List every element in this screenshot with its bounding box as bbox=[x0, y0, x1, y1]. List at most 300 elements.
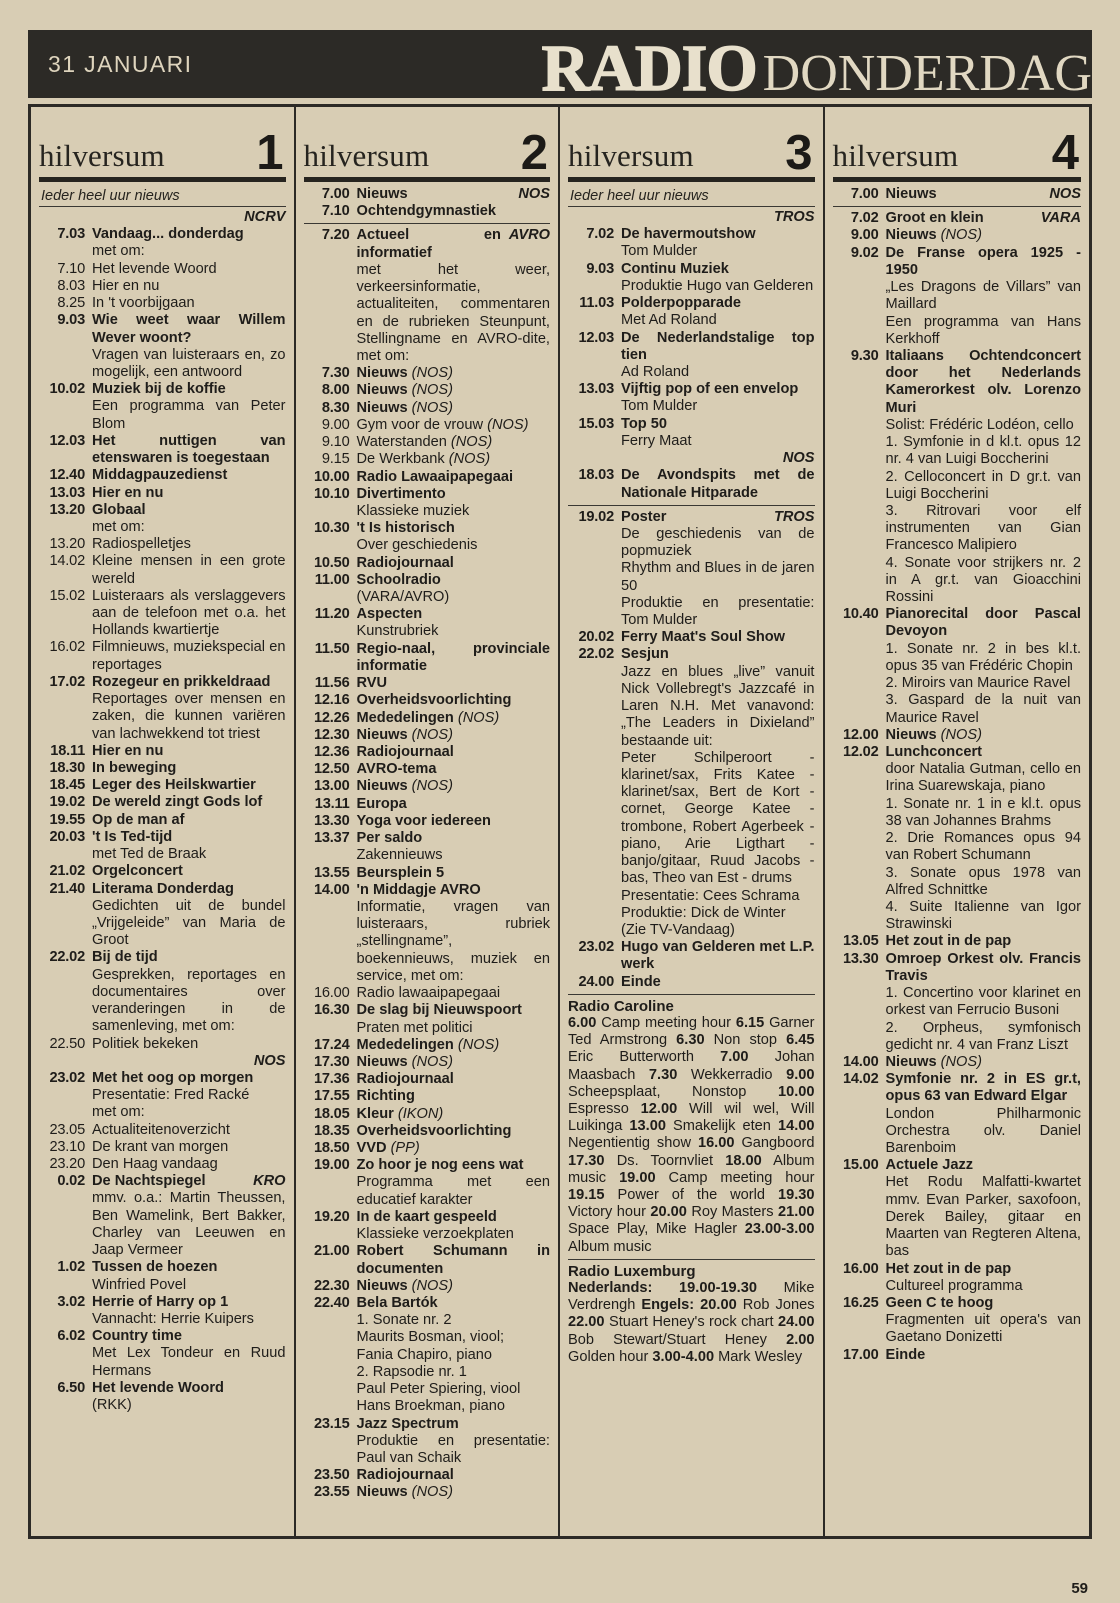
program-description: Paul Peter Spiering, viool bbox=[356, 1381, 521, 1398]
program-title: Nieuws (NOS) bbox=[356, 1053, 454, 1070]
program-row[interactable] bbox=[39, 381, 286, 398]
program-row[interactable] bbox=[568, 330, 815, 364]
program-description: Peter Schilperoort - klarinet/sax, Frits Katee - klarinet/sax, Bert de Kort - cornet, George Katee - trombone, Robert Agerbeek - piano, Arie Ligthart - banjo/gitaar, Ruud Jacobs - bas, Theo van Est - drums bbox=[621, 749, 815, 887]
program-description: Maurits Bosman, viool; bbox=[356, 1329, 505, 1346]
program-row[interactable] bbox=[39, 433, 286, 467]
program-time: 23.02 bbox=[578, 939, 614, 956]
station-name: hilversum bbox=[832, 138, 959, 173]
program-row[interactable] bbox=[304, 1416, 551, 1433]
program-time: 20.03 bbox=[49, 828, 85, 845]
program-description: 4. Sonate voor strijkers nr. 2 in A gr.t. van Gioacchini Rossini bbox=[885, 554, 1081, 606]
program-description: Produktie Hugo van Gelderen bbox=[621, 277, 814, 294]
program-row[interactable] bbox=[39, 1156, 286, 1173]
program-title: De Werkbank (NOS) bbox=[356, 451, 491, 468]
program-row[interactable] bbox=[39, 1070, 286, 1087]
program-title: Met het oog op morgen bbox=[92, 1069, 254, 1086]
program-row[interactable] bbox=[304, 1278, 551, 1295]
program-description: Een programma van Peter Blom bbox=[92, 398, 286, 432]
broadcaster-label: NOS bbox=[782, 450, 815, 467]
program-title: 't Is historisch bbox=[356, 520, 455, 537]
program-row[interactable] bbox=[39, 743, 286, 760]
program-time: 7.20 bbox=[321, 227, 350, 244]
program-row[interactable] bbox=[304, 761, 551, 778]
program-title: Overheidsvoorlichting bbox=[356, 1122, 512, 1139]
program-time: 13.03 bbox=[49, 484, 85, 501]
program-row[interactable] bbox=[304, 469, 551, 486]
program-title: Beursplein 5 bbox=[356, 864, 445, 881]
program-description: 1. Sonate nr. 2 bbox=[356, 1312, 452, 1329]
program-title: Per saldo bbox=[356, 830, 423, 847]
program-time: 23.50 bbox=[313, 1467, 350, 1484]
program-description: Met Lex Tondeur en Ruud Hermans bbox=[92, 1345, 286, 1379]
program-time: 16.30 bbox=[313, 1002, 350, 1019]
program-time: 22.40 bbox=[313, 1295, 350, 1311]
program-row[interactable] bbox=[304, 865, 551, 882]
program-time: 22.50 bbox=[49, 1035, 85, 1052]
program-time: 17.36 bbox=[313, 1071, 350, 1088]
logo-underline bbox=[568, 177, 815, 182]
program-description: 3. Ritrovari voor elf instrumenten van Gian Francesco Malipiero bbox=[885, 502, 1081, 554]
program-title: Het zout in de pap bbox=[885, 1260, 1012, 1277]
program-title: De slag bij Nieuwspoort bbox=[356, 1002, 522, 1019]
program-row[interactable] bbox=[39, 467, 286, 484]
program-description: Vannacht: Herrie Kuipers bbox=[92, 1311, 254, 1327]
program-title: Nieuws (NOS) bbox=[885, 227, 983, 244]
program-time: 15.03 bbox=[578, 415, 614, 432]
program-row[interactable] bbox=[304, 606, 551, 623]
program-time: 12.36 bbox=[313, 744, 350, 760]
program-row[interactable] bbox=[304, 675, 551, 692]
program-title: In beweging bbox=[92, 760, 177, 776]
program-row[interactable] bbox=[304, 1157, 551, 1174]
program-title: Wie weet waar Willem Wever woont? bbox=[92, 312, 286, 346]
program-title: Den Haag vandaag bbox=[92, 1156, 218, 1173]
program-description: met om: bbox=[92, 243, 145, 260]
offshore-station-schedule: 6.00 Camp meeting hour 6.15 Garner Ted Armstrong 6.30 Non stop 6.45 Eric Butterworth 7.00 Johan Maasbach 7.30 Wekkerradio 9.00 Scheepsplaat, Nonstop 10.00 Espresso 12.00 Will wil wel, Will Luikinga 13.00 Smakelijk eten 14.00 Negentientig show 16.00 Gangboord 17.30 Ds. Toornvliet 18.00 Album music 19.00 Camp meeting hour 19.15 Power of the world 19.30 Victory hour 20.00 Roy Masters 21.00 Space Play, Mike Hagler 23.00-3.00 Album music bbox=[568, 1014, 815, 1255]
program-row[interactable] bbox=[304, 710, 551, 727]
program-time: 8.03 bbox=[57, 277, 85, 294]
block-divider bbox=[568, 1259, 815, 1260]
program-row[interactable] bbox=[39, 588, 286, 640]
masthead bbox=[28, 30, 1092, 98]
program-title: Top 50 bbox=[621, 415, 667, 432]
program-row[interactable] bbox=[833, 210, 1082, 227]
program-description: Klassieke verzoekplaten bbox=[356, 1226, 514, 1243]
program-row[interactable] bbox=[304, 1054, 551, 1071]
program-row[interactable] bbox=[39, 777, 286, 794]
program-description: 1. Sonate nr. 1 in e kl.t. opus 38 van Johannes Brahms bbox=[885, 795, 1081, 829]
program-time: 12.03 bbox=[578, 329, 614, 346]
program-title: Radio lawaaipapegaai bbox=[356, 985, 501, 1002]
program-row[interactable] bbox=[304, 641, 551, 675]
program-row[interactable] bbox=[39, 536, 286, 553]
program-row[interactable] bbox=[39, 295, 286, 312]
program-time: 19.02 bbox=[578, 508, 614, 525]
station-name: hilversum bbox=[568, 138, 694, 173]
program-row[interactable] bbox=[39, 760, 286, 777]
program-row[interactable] bbox=[304, 778, 551, 795]
program-title: Actuele Jazz bbox=[885, 1157, 974, 1174]
program-description: Produktie en presentatie: Paul van Schaik bbox=[356, 1432, 550, 1466]
program-row[interactable] bbox=[304, 1123, 551, 1140]
program-time: 13.20 bbox=[49, 536, 85, 553]
station-number: 3 bbox=[785, 126, 813, 181]
program-time: 14.00 bbox=[842, 1053, 879, 1070]
program-title: Nieuws (NOS) bbox=[885, 726, 983, 743]
program-row[interactable] bbox=[304, 227, 551, 261]
program-row[interactable] bbox=[568, 295, 815, 312]
program-description: Presentatie: Cees Schrama bbox=[621, 887, 800, 904]
program-time: 13.03 bbox=[578, 381, 614, 398]
program-description: 1. Concertino voor klarinet en orkest van Ferrucio Busoni bbox=[885, 985, 1081, 1019]
program-title: De Franse opera 1925 - 1950 bbox=[885, 244, 1081, 278]
program-time: 10.30 bbox=[313, 520, 350, 537]
program-title: Nieuws (NOS) bbox=[885, 1053, 983, 1070]
program-row[interactable] bbox=[39, 312, 286, 346]
program-row[interactable] bbox=[304, 520, 551, 537]
masthead-title-day: DONDERDAG bbox=[762, 45, 1092, 98]
program-title: Lunchconcert bbox=[885, 744, 982, 760]
program-row[interactable] bbox=[833, 1054, 1082, 1071]
program-time: 10.10 bbox=[313, 485, 350, 502]
program-description: Winfried Povel bbox=[92, 1276, 187, 1293]
program-row[interactable] bbox=[833, 1295, 1082, 1312]
page-number: 59 bbox=[1071, 1580, 1088, 1597]
program-title: Radio Lawaaipapegaai bbox=[356, 468, 514, 485]
program-row[interactable] bbox=[304, 813, 551, 830]
program-row[interactable] bbox=[568, 416, 815, 433]
program-row[interactable] bbox=[833, 227, 1082, 244]
broadcaster-inline: NOS bbox=[518, 186, 550, 202]
program-row[interactable] bbox=[304, 451, 551, 468]
program-row[interactable] bbox=[39, 226, 286, 243]
program-time: 23.05 bbox=[49, 1121, 85, 1138]
program-title: Nieuws (NOS) bbox=[356, 1277, 454, 1294]
program-title: Het zout in de pap bbox=[885, 933, 1012, 950]
program-description: Programma met een educatief karakter bbox=[356, 1174, 550, 1208]
program-row[interactable] bbox=[39, 1173, 286, 1190]
program-row[interactable] bbox=[39, 812, 286, 829]
program-row[interactable] bbox=[39, 829, 286, 846]
program-time: 7.30 bbox=[321, 365, 350, 382]
program-description: Reportages over mensen en zaken, die kunnen variëren van lachwekkend tot triest bbox=[92, 691, 286, 742]
station-logo-3 bbox=[568, 113, 815, 181]
program-row[interactable] bbox=[833, 951, 1082, 985]
program-description: 4. Suite Italienne van Igor Strawinski bbox=[885, 898, 1081, 933]
program-row[interactable] bbox=[304, 486, 551, 503]
station-column-3 bbox=[560, 107, 825, 1536]
program-title: Radiojournaal bbox=[356, 744, 454, 760]
program-description: Fania Chapiro, piano bbox=[356, 1346, 492, 1363]
station-column-1 bbox=[31, 107, 296, 1536]
program-description: Gedichten uit de bundel „Vrijgeleide” van Maria de Groot bbox=[92, 897, 286, 949]
program-row[interactable] bbox=[39, 278, 286, 295]
program-time: 23.15 bbox=[313, 1415, 350, 1432]
program-row[interactable] bbox=[39, 1294, 286, 1311]
program-row[interactable] bbox=[304, 1088, 551, 1105]
program-row[interactable] bbox=[39, 1380, 286, 1397]
program-title: Einde bbox=[621, 973, 661, 990]
program-row[interactable] bbox=[568, 646, 815, 663]
program-time: 18.30 bbox=[49, 760, 85, 776]
program-title: NOS Nieuws bbox=[356, 186, 550, 202]
program-title: Actualiteitenoverzicht bbox=[92, 1121, 230, 1138]
program-row[interactable] bbox=[304, 744, 551, 761]
program-description: Ad Roland bbox=[621, 363, 690, 380]
program-row[interactable] bbox=[568, 939, 815, 973]
program-row[interactable] bbox=[568, 974, 815, 991]
program-time: 21.40 bbox=[49, 880, 85, 897]
program-row[interactable] bbox=[39, 1328, 286, 1345]
program-time: 21.00 bbox=[313, 1243, 350, 1260]
program-row[interactable] bbox=[304, 400, 551, 417]
program-time: 9.10 bbox=[321, 434, 350, 451]
program-title: Politiek bekeken bbox=[92, 1035, 199, 1052]
program-row[interactable] bbox=[833, 1347, 1082, 1364]
program-row[interactable] bbox=[39, 794, 286, 811]
program-row[interactable] bbox=[833, 727, 1082, 744]
program-description: Klassieke muziek bbox=[356, 502, 470, 519]
program-title: Op de man af bbox=[92, 811, 185, 828]
program-title: Hier en nu bbox=[92, 484, 164, 501]
program-time: 23.20 bbox=[49, 1156, 85, 1173]
program-time: 22.02 bbox=[49, 949, 85, 966]
program-row[interactable] bbox=[304, 692, 551, 709]
program-description: Praten met politici bbox=[356, 1019, 473, 1036]
program-row[interactable] bbox=[833, 933, 1082, 950]
program-title: Bij de tijd bbox=[92, 949, 158, 966]
program-time: 11.50 bbox=[314, 640, 350, 657]
program-description: met om: bbox=[92, 518, 145, 535]
program-title: Vandaag... donderdag bbox=[92, 226, 244, 243]
program-row[interactable] bbox=[304, 1243, 551, 1277]
program-title: Italiaans Ochtendconcert door het Nederlands Kamerorkest olv. Lorenzo Muri bbox=[885, 347, 1081, 416]
program-row[interactable] bbox=[39, 863, 286, 880]
program-row[interactable] bbox=[304, 1295, 551, 1312]
program-description: 2. Rapsodie nr. 1 bbox=[356, 1363, 467, 1380]
program-row[interactable] bbox=[304, 830, 551, 847]
program-time: 7.10 bbox=[57, 260, 85, 277]
program-row[interactable] bbox=[304, 555, 551, 572]
program-time: 13.11 bbox=[314, 795, 350, 812]
program-row[interactable] bbox=[833, 744, 1082, 761]
logo-underline bbox=[39, 177, 286, 182]
program-title: Ochtendgymnastiek bbox=[356, 203, 496, 220]
program-time: 17.30 bbox=[313, 1053, 350, 1070]
program-time: 13.30 bbox=[842, 950, 879, 967]
program-row[interactable] bbox=[304, 985, 551, 1002]
program-title: Mededelingen (NOS) bbox=[356, 709, 500, 726]
program-title: Sesjun bbox=[621, 646, 669, 663]
program-description: Ferry Maat bbox=[621, 432, 692, 449]
program-row[interactable] bbox=[39, 1036, 286, 1053]
station-logo-4 bbox=[832, 113, 1082, 181]
program-row[interactable] bbox=[568, 261, 815, 278]
program-row[interactable] bbox=[833, 1071, 1082, 1105]
program-row[interactable] bbox=[304, 203, 551, 220]
program-row[interactable] bbox=[304, 1209, 551, 1226]
program-time: 14.00 bbox=[313, 881, 350, 898]
station-number: 4 bbox=[1051, 126, 1079, 181]
program-title: TROS Poster bbox=[621, 508, 815, 525]
program-time: 10.40 bbox=[842, 606, 879, 623]
program-time: 13.00 bbox=[313, 778, 350, 795]
program-row[interactable] bbox=[568, 467, 815, 501]
program-title: Literama Donderdag bbox=[92, 880, 234, 897]
program-time: 13.20 bbox=[49, 501, 85, 518]
program-time: 19.02 bbox=[49, 794, 85, 811]
program-row[interactable] bbox=[304, 1106, 551, 1123]
program-time: 21.02 bbox=[49, 863, 85, 880]
program-description: Solist: Frédéric Lodéon, cello bbox=[885, 416, 1074, 433]
program-title: Einde bbox=[885, 1346, 926, 1363]
program-row[interactable] bbox=[39, 485, 286, 502]
program-description: Met Ad Roland bbox=[621, 312, 717, 329]
program-description: Vragen van luisteraars en, zo mogelijk, een antwoord bbox=[92, 346, 286, 380]
program-row[interactable] bbox=[39, 261, 286, 278]
program-row[interactable] bbox=[568, 381, 815, 398]
station-number: 1 bbox=[256, 126, 284, 181]
program-row[interactable] bbox=[39, 674, 286, 691]
station-column-4 bbox=[825, 107, 1090, 1536]
program-row[interactable] bbox=[39, 502, 286, 519]
program-time: 23.10 bbox=[49, 1138, 85, 1155]
program-row[interactable] bbox=[39, 949, 286, 966]
program-description: door Natalia Gutman, cello en Irina Suarewskaja, piano bbox=[885, 761, 1081, 795]
program-title: Nieuws (NOS) bbox=[356, 399, 454, 416]
program-row[interactable] bbox=[304, 1467, 551, 1484]
program-time: 24.00 bbox=[578, 973, 614, 990]
program-title: AVRO Actueel en informatief bbox=[356, 227, 550, 261]
broadcaster-inline: NOS bbox=[1049, 186, 1081, 202]
program-row[interactable] bbox=[39, 639, 286, 673]
program-row[interactable] bbox=[304, 434, 551, 451]
program-title: In de kaart gespeeld bbox=[356, 1208, 497, 1225]
program-time: 12.16 bbox=[313, 692, 350, 709]
program-description: Hans Broekman, piano bbox=[356, 1398, 505, 1415]
program-description: Over geschiedenis bbox=[356, 537, 478, 554]
program-row[interactable] bbox=[833, 186, 1082, 203]
program-row[interactable] bbox=[304, 365, 551, 382]
program-time: 12.03 bbox=[49, 432, 85, 449]
program-title: Radiojournaal bbox=[356, 554, 454, 571]
program-title: Richting bbox=[356, 1088, 415, 1105]
program-row[interactable] bbox=[304, 1071, 551, 1088]
program-time: 7.02 bbox=[586, 226, 614, 243]
program-description: Rhythm and Blues in de jaren 50 bbox=[621, 560, 815, 594]
program-time: 16.00 bbox=[842, 1260, 879, 1277]
program-title: Luisteraars als verslaggevers aan de telefoon met o.a. het Hollands kwartiertje bbox=[92, 587, 286, 639]
program-title: Overheidsvoorlichting bbox=[356, 692, 512, 709]
program-title: Het nuttigen van etenswaren is toegestaan bbox=[92, 432, 286, 467]
program-description: Kunstrubriek bbox=[356, 623, 439, 640]
program-row[interactable] bbox=[304, 1037, 551, 1054]
program-title: Radiospelletjes bbox=[92, 536, 191, 553]
program-time: 12.02 bbox=[842, 744, 879, 760]
program-title: Omroep Orkest olv. Francis Travis bbox=[885, 950, 1081, 984]
program-description: mmv. o.a.: Martin Theussen, Ben Wamelink, Bert Bakker, Charley van Leeuwen en Jaap Vermeer bbox=[92, 1190, 286, 1259]
program-title: Pianorecital door Pascal Devoyon bbox=[885, 606, 1081, 640]
program-time: 22.30 bbox=[313, 1277, 350, 1294]
program-time: 7.10 bbox=[321, 203, 350, 220]
program-title: Robert Schumann in documenten bbox=[356, 1243, 550, 1277]
program-time: 14.02 bbox=[49, 553, 85, 570]
program-description: met Ted de Braak bbox=[92, 846, 207, 863]
program-row[interactable] bbox=[833, 348, 1082, 417]
program-description: 2. Miroirs van Maurice Ravel bbox=[885, 675, 1071, 692]
program-row[interactable] bbox=[304, 572, 551, 589]
program-row[interactable] bbox=[304, 1484, 551, 1501]
program-row[interactable] bbox=[568, 629, 815, 646]
program-time: 13.37 bbox=[313, 830, 350, 847]
program-row[interactable] bbox=[304, 882, 551, 899]
program-title: De Nederlandstalige top tien bbox=[621, 329, 815, 363]
program-row[interactable] bbox=[833, 606, 1082, 640]
program-time: 9.00 bbox=[321, 416, 350, 433]
program-row[interactable] bbox=[304, 1002, 551, 1019]
program-row[interactable] bbox=[304, 417, 551, 434]
program-time: 17.00 bbox=[842, 1346, 879, 1363]
program-row[interactable] bbox=[568, 226, 815, 243]
program-time: 16.02 bbox=[49, 639, 85, 656]
program-time: 9.02 bbox=[850, 244, 879, 261]
program-row[interactable] bbox=[39, 1122, 286, 1139]
program-row[interactable] bbox=[39, 553, 286, 587]
program-title: VVD (PP) bbox=[356, 1140, 420, 1157]
program-time: 11.20 bbox=[314, 606, 350, 623]
program-title: De havermoutshow bbox=[621, 226, 756, 243]
program-time: 19.20 bbox=[313, 1208, 350, 1225]
program-time: 9.03 bbox=[57, 312, 85, 329]
program-time: 9.00 bbox=[850, 227, 879, 244]
program-row[interactable] bbox=[304, 382, 551, 399]
program-description-note: (Zie TV-Vandaag) bbox=[621, 921, 735, 938]
program-description: 2. Celloconcert in D gr.t. van Luigi Boccherini bbox=[885, 468, 1081, 502]
program-time: 12.50 bbox=[313, 761, 350, 778]
program-title: Het levende Woord bbox=[92, 1379, 224, 1396]
program-row[interactable] bbox=[304, 1140, 551, 1157]
program-time: 23.02 bbox=[49, 1069, 85, 1086]
program-title: KRO De Nachtspiegel bbox=[92, 1173, 286, 1190]
program-title: Symfonie nr. 2 in ES gr.t, opus 63 van Edward Elgar bbox=[885, 1071, 1081, 1105]
masthead-title-group bbox=[541, 32, 1092, 98]
program-time: 17.24 bbox=[313, 1036, 350, 1053]
program-row[interactable] bbox=[39, 1259, 286, 1276]
program-row[interactable] bbox=[304, 186, 551, 203]
program-time: 10.00 bbox=[313, 468, 350, 485]
program-row[interactable] bbox=[568, 509, 815, 526]
program-time: 12.26 bbox=[313, 709, 350, 726]
station-name: hilversum bbox=[39, 138, 165, 173]
masthead-date: 31 JANUARI bbox=[48, 50, 193, 77]
program-description: Produktie: Dick de Winter bbox=[621, 904, 786, 921]
program-row[interactable] bbox=[304, 727, 551, 744]
program-time: 11.00 bbox=[314, 571, 350, 588]
program-row[interactable] bbox=[304, 796, 551, 813]
program-row[interactable] bbox=[833, 245, 1082, 279]
program-time: 13.55 bbox=[313, 864, 350, 881]
program-row[interactable] bbox=[833, 1157, 1082, 1174]
station-column-2 bbox=[296, 107, 561, 1536]
program-description: Het Rodu Malfatti-kwartet mmv. Evan Parker, saxofoon, Derek Bailey, gitaar en Maarten van Regteren Altena, bas bbox=[885, 1174, 1081, 1260]
program-description: Zakennieuws bbox=[356, 847, 443, 864]
program-row[interactable] bbox=[39, 881, 286, 898]
program-title: De wereld zingt Gods lof bbox=[92, 794, 263, 811]
program-row[interactable] bbox=[39, 1139, 286, 1156]
program-time: 10.50 bbox=[313, 554, 350, 571]
program-time: 19.55 bbox=[49, 811, 85, 828]
program-row[interactable] bbox=[833, 1261, 1082, 1278]
